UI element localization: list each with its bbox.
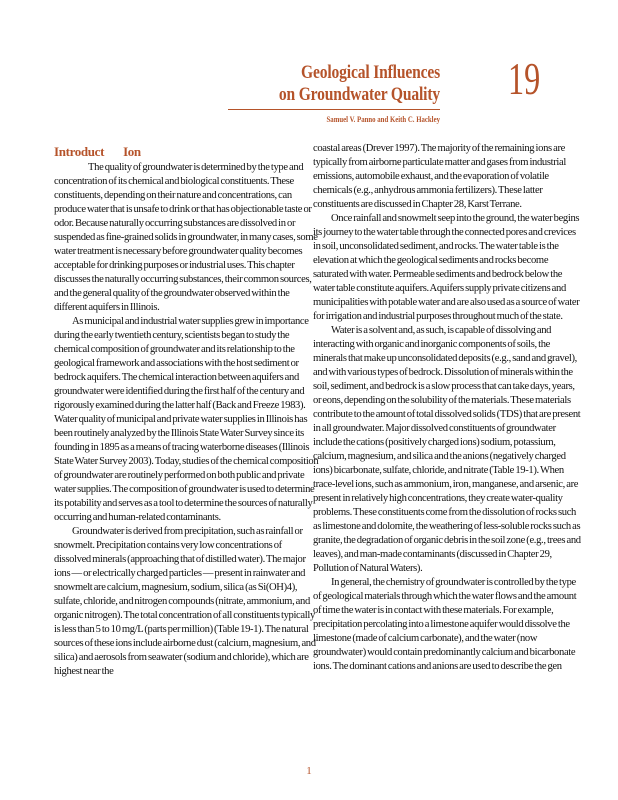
- section-heading-introduction: Introduct Ion: [54, 144, 141, 159]
- right-column: [313, 142, 581, 674]
- chapter-number: 19: [508, 53, 541, 104]
- left-column: [54, 144, 319, 679]
- right-paragraph-1: coastal areas (Drever 1997). The majority of the remaining ions are typically from airborne particulate matter and gases from industrial emissions, automobile exhaust, and the evaporation of volatile chemicals (e.g., anhydrous ammonia fertilizers). These latter constituents are discussed in Chapter 28, Karst Terrane.: [313, 143, 566, 210]
- chapter-title-line-2: on Groundwater Quality: [278, 84, 440, 105]
- chapter-title: [210, 62, 440, 106]
- title-rule: [228, 109, 440, 110]
- chapter-title-line-1: Geological Influences: [301, 62, 440, 83]
- right-paragraph-3: Water is a solvent and, as such, is capable of dissolving and interacting with organic and inorganic components of soils, the minerals that make up unconsolidated deposits (e.g., sand and gravel), and with various types of bedrock. Dissolution of minerals within the soil, sediment, and bedrock is a slow process that can take days, years, or eons, depending on the solubility of the materials. These materials contribute to the amount of total dissolved solids (TDS) that are present in all groundwater. Major dissolved constituents of groundwater include the cations (positively charged ions) sodium, potassium, calcium, magnesium, and silica and the anions (negatively charged ions) bicarbonate, sulfate, chloride, and nitrate (Table 19-1). When trace-level ions, such as ammonium, iron, manganese, and arsenic, are present in relatively high concentrations, they create water-quality problems. These constituents come from the dissolution of rocks such as limestone and dolomite, the weathering of less-soluble rocks such as granite, the degradation of organic debris in the soil zone (e.g., trees and leaves), and man-made contaminants (discussed in Chapter 29, Pollution of Natural Waters).: [313, 325, 581, 574]
- intro-paragraph-2: As municipal and industrial water supplies grew in importance during the early twentieth century, scientists began to study the chemical composition of groundwater and its relationship to the geological framework and associations with the host sediment or bedrock aquifers. The chemical interaction between aquifers and groundwater were identified during the first half of the century and rigorously examined during the latter half (Back and Freeze 1983). Water quality of municipal and private water supplies in Illinois has been routinely analyzed by the Illinois State Water Survey since its founding in 1895 as a means of tracing waterborne diseases (Illinois State Water Survey 2003). Today, studies of the chemical composition of groundwater are routinely performed on both public and private water supplies. The composition of groundwater is used to determine its potability and serves as a tool to determine the sources of naturally occurring and human-related contaminants.: [54, 316, 319, 523]
- right-paragraph-2: Once rainfall and snowmelt seep into the ground, the water begins its journey to the water table through the connected pores and crevices in soil, unconsolidated sediment, and rocks. The water table is the elevation at which the geological sediments and rocks become saturated with water. Permeable sediments and bedrock below the water table constitute aquifers. Aquifers supply private citizens and municipalities with potable water and are also used as a source of water for irrigation and industrial purposes throughout much of the state.: [313, 213, 580, 322]
- page-number: 1: [306, 765, 312, 777]
- intro-paragraph-3: Groundwater is derived from precipitation, such as rainfall or snowmelt. Precipitation contains very low concentrations of dissolved minerals (approaching that of distilled water). The major ions — or electrically charged particles — present in rainwater and snowmelt are calcium, magnesium, sodium, silica (as Si(OH)4), sulfate, chloride, and nitrogen compounds (nitrate, ammonium, and organic nitrogen). The total concentration of all constituents typically is less than 5 to 10 mg/L (parts per million) (Table 19-1). The natural sources of these ions include airborne dust (calcium, magnesium, and silica) and aerosols from seawater (sodium and chloride), which are highest near the: [54, 526, 316, 677]
- intro-paragraph-1: The quality of groundwater is determined by the type and concentration of its chemical and biological constituents. These constituents, depending on their nature and concentrations, can produce water that is unsafe to drink or that has objectionable taste or odor. Because naturally occurring substances are dissolved in or suspended as fine-grained solids in groundwater, in many cases, some water treatment is necessary before groundwater quality becomes acceptable for drinking purposes or industrial uses. This chapter discusses the naturally occurring substances, their common sources, and the general quality of the groundwater observed within the different aquifers in Illinois.: [54, 162, 318, 313]
- right-paragraph-4: In general, the chemistry of groundwater is controlled by the type of geological materials through which the water flows and the amount of time the water is in contact with these materials. For example, precipitation percolating into a limestone aquifer would dissolve the limestone (made of calcium carbonate), and the water (now groundwater) would contain predominantly calcium and bicarbonate ions. The dominant cations and anions are used to describe the gen: [313, 577, 577, 672]
- authors: Samuel V. Panno and Keith C. Hackley: [326, 115, 440, 124]
